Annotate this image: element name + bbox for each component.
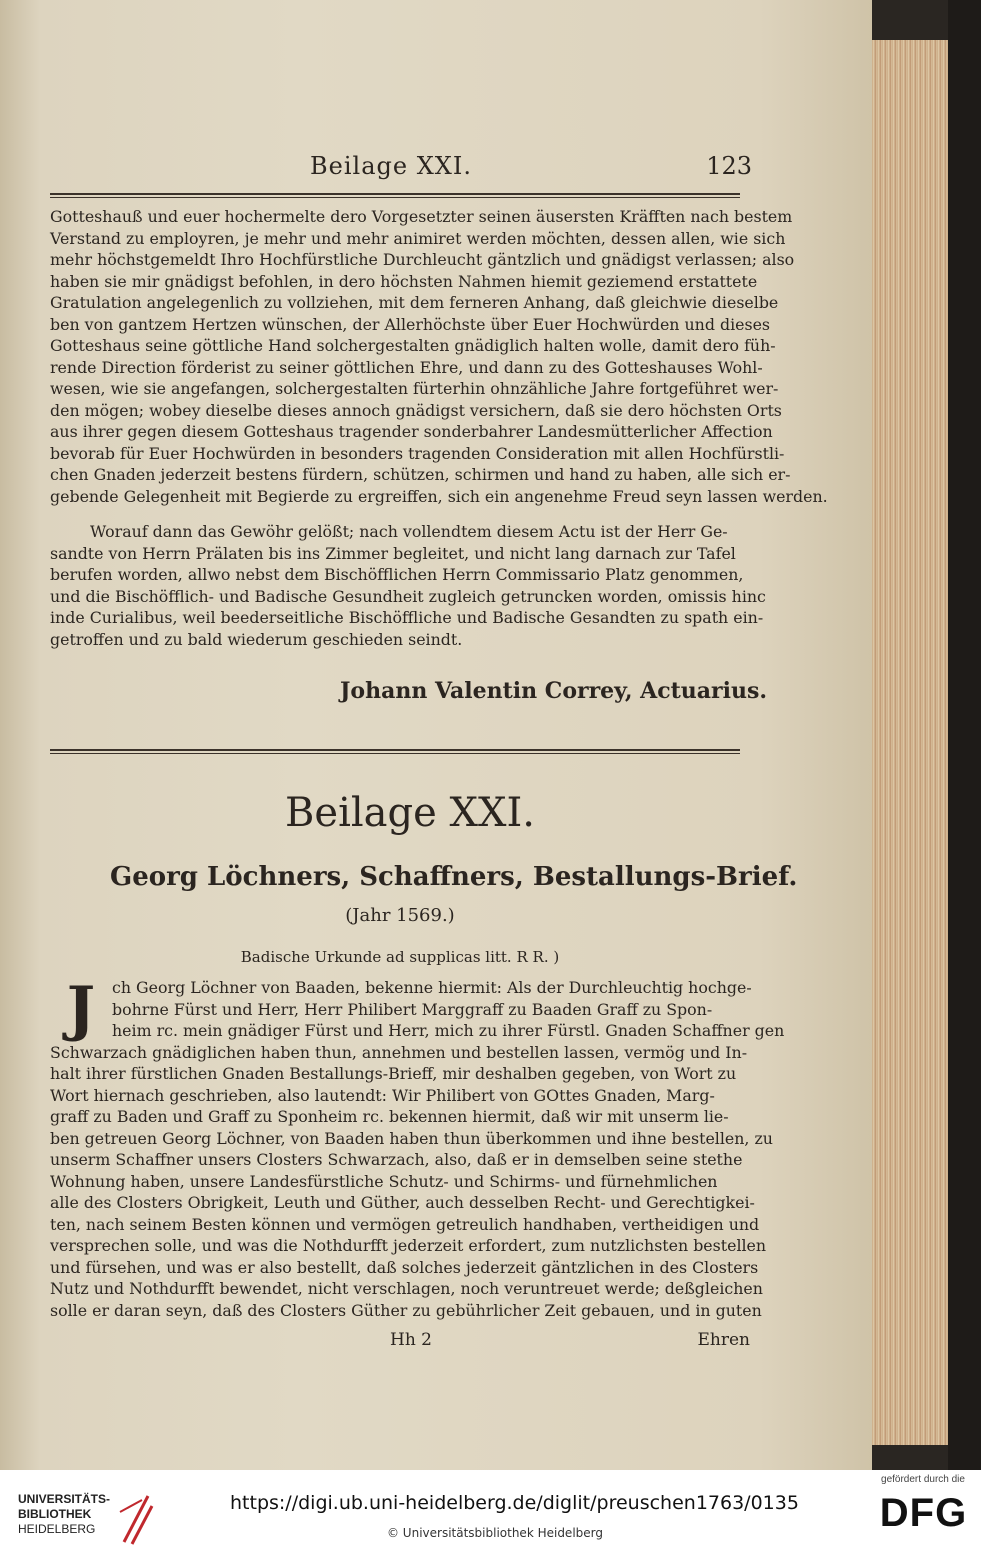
catch-word: Ehren — [697, 1330, 750, 1350]
text-line: den mögen; wobey dieselbe dieses annoch gnädigst versichern, daß sie dero höchsten Orts — [50, 400, 782, 420]
text-line: heim rc. mein gnädiger Fürst und Herr, mich zu ihrer Fürstl. Gnaden Schaffner gen — [112, 1021, 785, 1040]
text-line: Wohnung haben, unsere Landesfürstliche Schutz- und Schirms- und fürnehmlichen — [50, 1171, 718, 1191]
text-line: halt ihrer fürstlichen Gnaden Bestallungs-Brieff, mir deshalben gegeben, von Wort zu — [50, 1064, 737, 1083]
permalink-url[interactable]: https://digi.ub.uni-heidelberg.de/diglit/preuschen1763/0135 — [230, 1492, 799, 1514]
page-edge-stack — [872, 40, 948, 1445]
text-line: Nutz und Nothdurfft bewendet, nicht verschlagen, noch veruntreuet werde; deßgleichen — [50, 1279, 763, 1298]
text-line: Gotteshaus seine göttliche Hand solchergestalten gnädiglich halten wolle, damit dero füh- — [50, 336, 776, 355]
scan-border — [948, 0, 981, 1470]
signature-mark: Hh 2 — [390, 1330, 432, 1350]
page-number: 123 — [706, 152, 752, 180]
text-line: alle des Closters Obrigkeit, Leuth und Güther, auch desselben Recht- und Gerechtigkei- — [50, 1193, 755, 1212]
text-line: sandte von Herrn Prälaten bis ins Zimmer begleitet, und nicht lang darnach zur Tafel — [50, 543, 736, 563]
text-line: Verstand zu employren, je mehr und mehr animiret werden möchten, dessen allen, wie sich — [50, 228, 786, 248]
library-seal-icon — [118, 1492, 154, 1546]
text-line: Gotteshauß und euer hochermelte dero Vorgesetzter seinen äusersten Kräfften nach bestem — [50, 207, 793, 226]
text-line: rende Direction förderist zu seiner göttlichen Ehre, und dann zu des Gotteshauses Wohl- — [50, 357, 763, 377]
library-name-line1: UNIVERSITÄTS- — [18, 1492, 111, 1506]
text-line: getroffen und zu bald wiederum geschieden seindt. — [50, 629, 463, 649]
text-line: und fürsehen, und was er also bestellt, daß solches jederzeit gäntzlichen in des Closters — [50, 1257, 759, 1277]
running-title: Beilage XXI. — [310, 152, 472, 180]
text-line: chen Gnaden jederzeit bestens fürdern, schützen, schirmen und hand zu haben, alle sich er- — [50, 465, 791, 484]
viewer-footer — [0, 1470, 981, 1555]
body-paragraph — [50, 974, 785, 1321]
section-year: (Jahr 1569.) — [345, 905, 455, 926]
text-line: berufen worden, allwo nebst dem Bischöfflichen Herrn Commissario Platz genommen, — [50, 565, 744, 584]
top-paragraph — [50, 206, 828, 507]
header-rule — [50, 193, 740, 195]
text-line: bevorab für Euer Hochwürden in besonders tragenden Consideration mit allen Hochfürstli- — [50, 443, 785, 463]
copyright-notice: © Universitätsbibliothek Heidelberg — [386, 1526, 603, 1540]
text-line: graff zu Baden und Graff zu Sponheim rc. bekennen hiermit, daß wir mit unserm lie- — [50, 1107, 729, 1126]
drop-cap: J — [66, 974, 96, 1044]
text-line: Schwarzach gnädiglichen haben thun, annehmen und bestellen lassen, vermög und In- — [50, 1042, 748, 1062]
text-line: ben von gantzem Hertzen wünschen, der Allerhöchste über Euer Hochwürden und dieses — [50, 314, 771, 334]
text-line: inde Curialibus, weil beederseitliche Bischöffliche und Badische Gesandten zu spath ein- — [50, 608, 764, 627]
dfg-logo[interactable]: DFG — [879, 1491, 968, 1535]
text-line: gebende Gelegenheit mit Begierde zu ergreiffen, sich ein angenehme Freud seyn lassen werden. — [50, 486, 828, 506]
section-subtitle: Georg Löchners, Schaffners, Bestallungs-Brief. — [110, 862, 798, 892]
library-name-line3: HEIDELBERG — [18, 1522, 96, 1536]
text-line: Gratulation angelegenlich zu vollziehen, mit dem ferneren Anhang, daß gleichwie dieselbe — [50, 293, 779, 312]
funding-note: gefördert durch die — [881, 1474, 965, 1485]
text-line: ch Georg Löchner von Baaden, bekenne hiermit: Als der Durchleuchtig hochge- — [112, 978, 752, 997]
text-line: Wort hiernach geschrieben, also lautendt: Wir Philibert von GOttes Gnaden, Marg- — [50, 1085, 715, 1105]
section-rule — [50, 749, 740, 751]
text-line: Worauf dann das Gewöhr gelößt; nach vollendtem diesem Actu ist der Herr Ge- — [90, 522, 728, 541]
section-source: Badische Urkunde ad supplicas litt. R R. ) — [240, 948, 560, 966]
text-line: versprechen solle, und was die Nothdurfft jederzeit erfordert, zum nutzlichsten bestellen — [50, 1236, 767, 1255]
header-rule-thin — [50, 197, 740, 198]
text-line: wesen, wie sie angefangen, solchergestalten fürterhin ohnzähliche Jahre fortgeführet wer- — [50, 379, 779, 398]
text-line: mehr höchstgemeldt Ihro Hochfürstliche Durchleucht gäntzlich und gnädigst verlassen; also — [50, 250, 795, 269]
text-line: bohrne Fürst und Herr, Herr Philibert Marggraff zu Baaden Graff zu Spon- — [112, 999, 713, 1019]
text-line: aus ihrer gegen diesem Gotteshaus tragender sonderbahrer Landesmütterlicher Affection — [50, 422, 773, 441]
section-rule-thin — [50, 753, 740, 754]
text-line: solle er daran seyn, daß des Closters Güther zu gebührlicher Zeit gebauen, und in guten — [50, 1300, 762, 1320]
text-line: ten, nach seinem Besten können und vermögen getreulich handhaben, vertheidigen und — [50, 1214, 760, 1234]
section-title: Beilage XXI. — [285, 790, 535, 836]
library-logo[interactable] — [18, 1492, 158, 1548]
library-name-line2: BIBLIOTHEK — [18, 1507, 92, 1521]
text-line: ben getreuen Georg Löchner, von Baaden haben thun überkommen und ihne bestellen, zu — [50, 1128, 773, 1148]
signature-line: Johann Valentin Correy, Actuarius. — [340, 678, 768, 704]
text-line: haben sie mir gnädigst befohlen, in dero höchsten Nahmen hiemit geziemend erstattete — [50, 271, 758, 291]
text-line: und die Bischöfflich- und Badische Gesundheit zugleich getruncken worden, omissis hinc — [50, 586, 766, 606]
text-line: unserm Schaffner unsers Closters Schwarzach, also, daß er in demselben seine stethe — [50, 1150, 743, 1169]
second-paragraph — [50, 521, 766, 650]
